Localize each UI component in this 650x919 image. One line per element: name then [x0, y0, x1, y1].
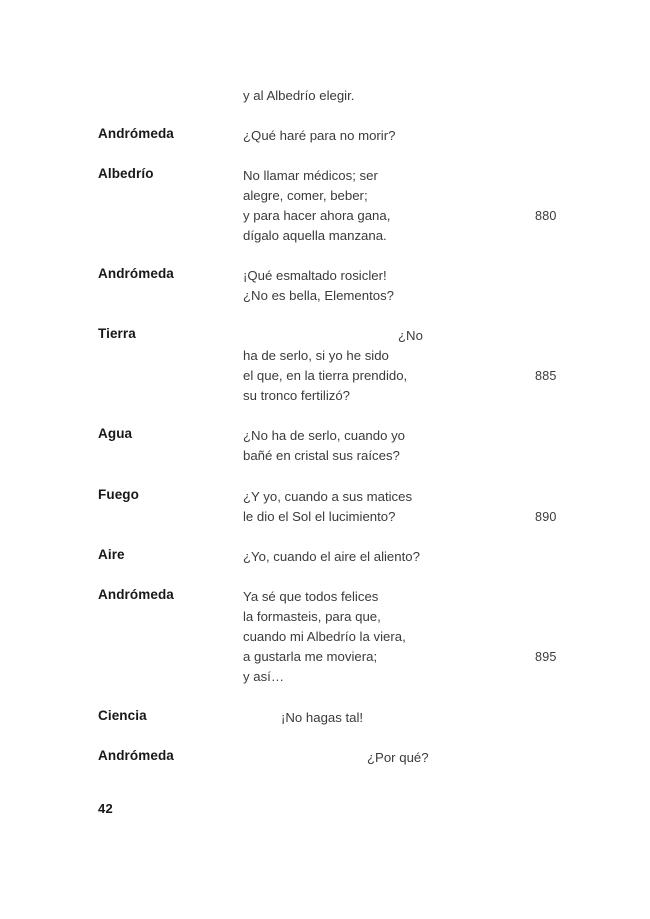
- verse-line: [0, 186, 650, 206]
- line-number: 890: [535, 510, 557, 524]
- verse-line: [0, 667, 650, 687]
- verse-line-text: su tronco fertilizó?: [243, 388, 351, 403]
- verse-line-text: ¡Qué esmaltado rosicler!: [243, 268, 387, 283]
- verse-line-text: ¿Qué haré para no morir?: [243, 128, 396, 143]
- verse-line-text: bañé en cristal sus raíces?: [243, 448, 400, 463]
- verse-line-text: ¿Y yo, cuando a sus matices: [243, 489, 413, 504]
- verse-line-text: alegre, comer, beber;: [243, 188, 368, 203]
- verse-line: [0, 547, 650, 567]
- verse-line: [0, 487, 650, 507]
- verse-lines: [0, 86, 650, 106]
- speech-block: [0, 587, 650, 687]
- verse-line: [0, 426, 650, 446]
- speech-block: [0, 166, 650, 246]
- verse-line-text: dígalo aquella manzana.: [243, 228, 387, 243]
- speech-block: [0, 547, 650, 567]
- verse-line-text: ¿No es bella, Elementos?: [243, 288, 394, 303]
- line-number: 895: [535, 650, 557, 664]
- verse-line-text: ha de serlo, si yo he sido: [243, 348, 389, 363]
- verse-line-text: ¿Por qué?: [367, 750, 429, 765]
- verse-line-text: cuando mi Albedrío la viera,: [243, 629, 406, 644]
- verse-lines: [0, 708, 650, 728]
- verse-line-text: el que, en la tierra prendido,: [243, 368, 408, 383]
- speech-block: [0, 748, 650, 768]
- verse-lines: [0, 487, 650, 527]
- speaker-name: Ciencia: [98, 708, 147, 723]
- verse-lines: [0, 426, 650, 466]
- speaker-name: Andrómeda: [98, 266, 174, 281]
- speaker-name: Tierra: [98, 326, 136, 341]
- verse-line: [0, 286, 650, 306]
- verse-line-text: la formasteis, para que,: [243, 609, 381, 624]
- verse-line-text: a gustarla me moviera;: [243, 649, 378, 664]
- verse-line: [0, 446, 650, 466]
- page-number: 42: [98, 801, 114, 816]
- verse-lines: [0, 587, 650, 687]
- verse-line: [0, 206, 650, 226]
- speech-block: [0, 708, 650, 728]
- verse-line: [0, 748, 650, 768]
- verse-line-text: le dio el Sol el lucimiento?: [243, 509, 396, 524]
- verse-line-text: ¿Yo, cuando el aire el aliento?: [243, 549, 420, 564]
- verse-line-text: y así…: [243, 669, 285, 684]
- verse-line: [0, 86, 650, 106]
- verse-line: [0, 627, 650, 647]
- verse-line: [0, 647, 650, 667]
- verse-line: [0, 507, 650, 527]
- verse-line-text: Ya sé que todos felices: [243, 589, 379, 604]
- speech-block: [0, 326, 650, 406]
- line-number: 885: [535, 369, 557, 383]
- verse-line: [0, 346, 650, 366]
- verse-line-text: y para hacer ahora gana,: [243, 208, 391, 223]
- speech-block: [0, 487, 650, 527]
- speaker-name: Fuego: [98, 487, 139, 502]
- verse-line-text: ¿No ha de serlo, cuando yo: [243, 428, 406, 443]
- speaker-name: Aire: [98, 547, 125, 562]
- verse-line: [0, 266, 650, 286]
- verse-line: [0, 326, 650, 346]
- verse-line: [0, 708, 650, 728]
- speaker-name: Andrómeda: [98, 748, 174, 763]
- verse-lines: [0, 547, 650, 567]
- verse-lines: [0, 748, 650, 768]
- speaker-name: Agua: [98, 426, 133, 441]
- speech-block: [0, 126, 650, 146]
- line-number: 880: [535, 209, 557, 223]
- verse-line-text: No llamar médicos; ser: [243, 168, 378, 183]
- verse-line: [0, 126, 650, 146]
- verse-line-text: ¿No: [398, 328, 423, 343]
- verse-lines: [0, 266, 650, 306]
- verse-line: [0, 166, 650, 186]
- verse-line: [0, 226, 650, 246]
- verse-line: [0, 607, 650, 627]
- verse-lines: [0, 126, 650, 146]
- verse-line-text: y al Albedrío elegir.: [243, 88, 355, 103]
- verse-line: [0, 587, 650, 607]
- speaker-name: Albedrío: [98, 166, 154, 181]
- speaker-name: Andrómeda: [98, 587, 174, 602]
- verse-line: [0, 386, 650, 406]
- verse-line-text: ¡No hagas tal!: [281, 710, 364, 725]
- verse-lines: [0, 326, 650, 406]
- speech-block: [0, 266, 650, 306]
- speaker-name: Andrómeda: [98, 126, 174, 141]
- verse-lines: [0, 166, 650, 246]
- speech-block: [0, 86, 650, 106]
- speech-block: [0, 426, 650, 466]
- verse-line: [0, 366, 650, 386]
